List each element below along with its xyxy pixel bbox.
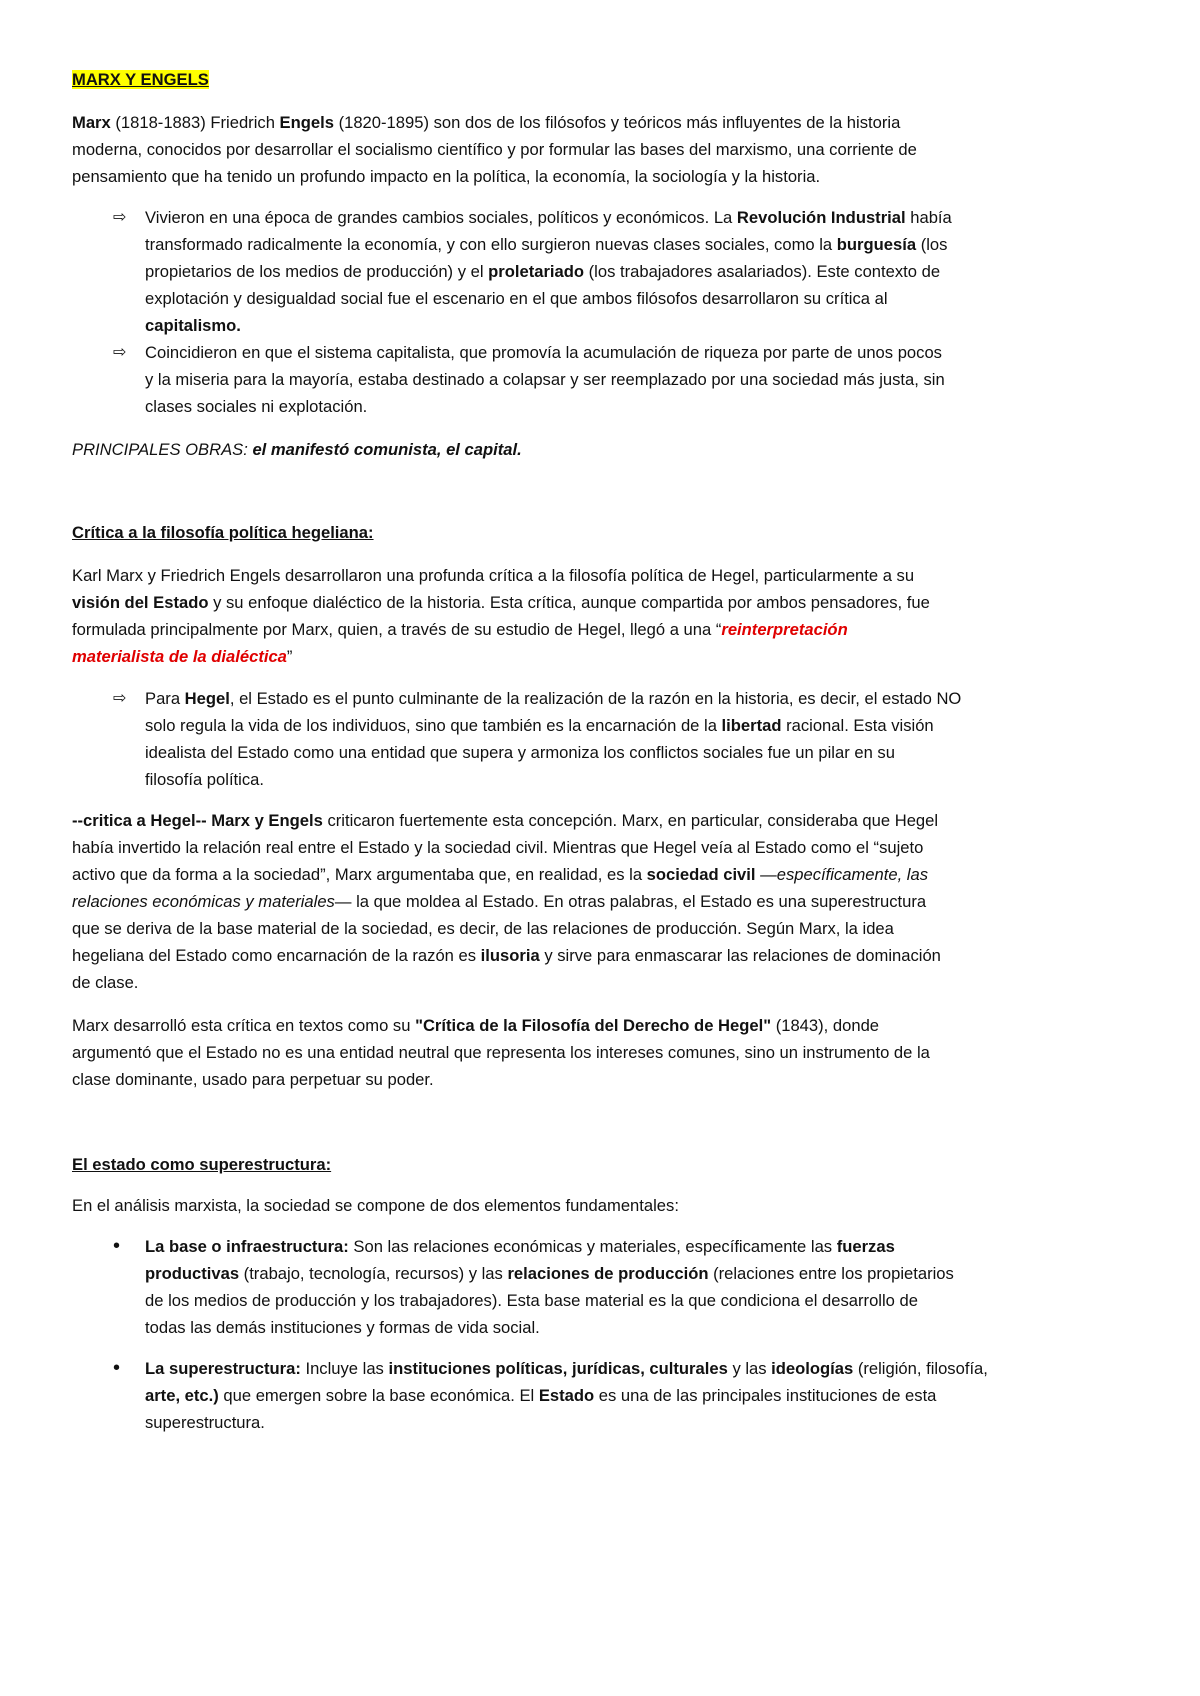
arrow-bullet-icon: ⇨: [113, 690, 127, 707]
arrow-bullet-icon: ⇨: [113, 344, 127, 361]
paragraph-line: de clase.: [72, 973, 139, 992]
bullet-item-line: La superestructura: Incluye las instituciones políticas, jurídicas, culturales y las ideologías (religión, filosofía,: [145, 1359, 988, 1378]
page-title: MARX Y ENGELS: [72, 70, 209, 89]
paragraph-line: Marx desarrolló esta crítica en textos como su "Crítica de la Filosofía del Derecho de Hegel" (1843), donde: [72, 1016, 880, 1035]
paragraph-line: clase dominante, usado para perpetuar su poder.: [72, 1070, 434, 1089]
paragraph-line: formulada principalmente por Marx, quien, a través de su estudio de Hegel, llegó a una “reinterpretación: [72, 620, 848, 639]
bullet-icon: •: [113, 1235, 121, 1257]
intro-line: pensamiento que ha tenido un profundo impacto en la política, la economía, la sociología y la historia.: [72, 167, 821, 186]
arrow-item-line: capitalismo.: [145, 316, 241, 335]
paragraph-line: que se deriva de la base material de la sociedad, es decir, de las relaciones de producción. Según Marx, la idea: [72, 919, 894, 938]
paragraph-line: En el análisis marxista, la sociedad se compone de dos elementos fundamentales:: [72, 1196, 679, 1215]
paragraph-line: materialista de la dialéctica”: [72, 647, 293, 666]
bullet-item-line: superestructura.: [145, 1413, 265, 1432]
arrow-item-line: idealista del Estado como una entidad que supera y armoniza los conflictos sociales fue un pilar en su: [145, 743, 895, 762]
arrow-item-line: explotación y desigualdad social fue el escenario en el que ambos filósofos desarrollaron su crítica al: [145, 289, 888, 308]
arrow-bullet-icon: ⇨: [113, 209, 127, 226]
arrow-item-line: solo regula la vida de los individuos, sino que también es la encarnación de la libertad racional. Esta visión: [145, 716, 934, 735]
paragraph-line: Karl Marx y Friedrich Engels desarrollaron una profunda crítica a la filosofía política de Hegel, particularmente a su: [72, 566, 915, 585]
arrow-item-line: y la miseria para la mayoría, estaba destinado a colapsar y ser reemplazado por una sociedad más justa, sin: [145, 370, 945, 389]
bullet-icon: •: [113, 1357, 121, 1379]
intro-line: Marx (1818-1883) Friedrich Engels (1820-1895) son dos de los filósofos y teóricos más influyentes de la historia: [72, 113, 901, 132]
bullet-item-line: todas las demás instituciones y formas de vida social.: [145, 1318, 540, 1337]
arrow-item-line: Para Hegel, el Estado es el punto culminante de la realización de la razón en la historia, es decir, el estado NO: [145, 689, 962, 708]
arrow-item-line: Vivieron en una época de grandes cambios sociales, políticos y económicos. La Revolución Industrial había: [145, 208, 952, 227]
arrow-item-line: clases sociales ni explotación.: [145, 397, 368, 416]
section-heading: El estado como superestructura:: [72, 1155, 332, 1174]
arrow-item-line: propietarios de los medios de producción) y el proletariado (los trabajadores asalariados). Este contexto de: [145, 262, 941, 281]
paragraph-line: relaciones económicas y materiales— la que moldea al Estado. En otras palabras, el Estado es una superestructura: [72, 892, 927, 911]
section-heading: Crítica a la filosofía política hegeliana:: [72, 523, 374, 542]
intro-line: moderna, conocidos por desarrollar el socialismo científico y por formular las bases del marxismo, una corriente de: [72, 140, 917, 159]
paragraph-line: visión del Estado y su enfoque dialéctico de la historia. Esta crítica, aunque compartida por ambos pensadores, fue: [72, 593, 930, 612]
works-line: PRINCIPALES OBRAS: el manifestó comunista, el capital.: [72, 440, 522, 459]
paragraph-line: activo que da forma a la sociedad”, Marx argumentaba que, en realidad, es la sociedad civil —específicamente, las: [72, 865, 928, 884]
bullet-item-line: de los medios de producción y los trabajadores). Esta base material es la que condiciona el desarrollo de: [145, 1291, 918, 1310]
arrow-item-line: transformado radicalmente la economía, y con ello surgieron nuevas clases sociales, como la burguesía (los: [145, 235, 948, 254]
paragraph-line: hegeliana del Estado como encarnación de la razón es ilusoria y sirve para enmascarar las relaciones de dominación: [72, 946, 941, 965]
arrow-item-line: Coincidieron en que el sistema capitalista, que promovía la acumulación de riqueza por parte de unos pocos: [145, 343, 942, 362]
bullet-item-line: productivas (trabajo, tecnología, recursos) y las relaciones de producción (relaciones entre los propietarios: [145, 1264, 954, 1283]
paragraph-line: había invertido la relación real entre el Estado y la sociedad civil. Mientras que Hegel veía al Estado como el “sujeto: [72, 838, 924, 857]
bullet-item-line: arte, etc.) que emergen sobre la base económica. El Estado es una de las principales instituciones de esta: [145, 1386, 937, 1405]
paragraph-line: --critica a Hegel-- Marx y Engels criticaron fuertemente esta concepción. Marx, en particular, consideraba que Hegel: [72, 811, 939, 830]
arrow-item-line: filosofía política.: [145, 770, 264, 789]
paragraph-line: argumentó que el Estado no es una entidad neutral que representa los intereses comunes, sino un instrumento de la: [72, 1043, 930, 1062]
bullet-item-line: La base o infraestructura: Son las relaciones económicas y materiales, específicamente las fuerzas: [145, 1237, 895, 1256]
